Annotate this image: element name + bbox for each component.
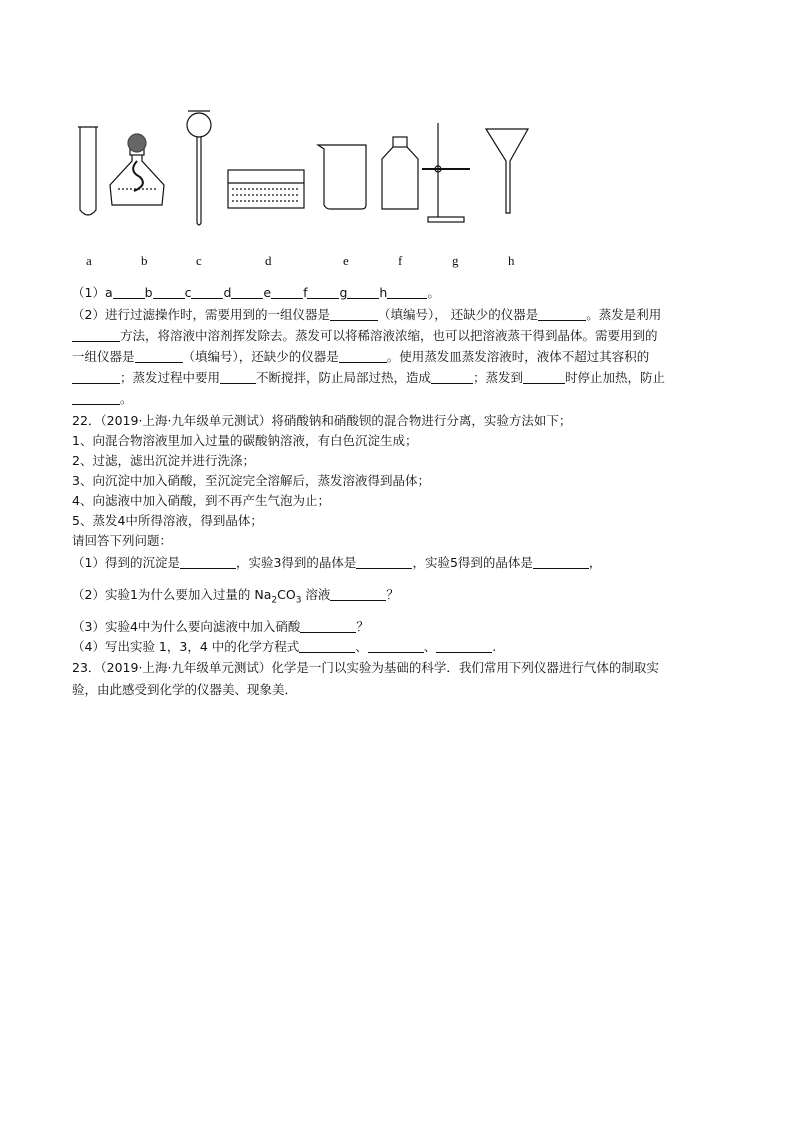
label-b: b	[141, 253, 148, 268]
letter-h: h	[379, 285, 388, 300]
q21-part1	[72, 283, 440, 301]
q22-step: 5、蒸发4中所得溶液，得到晶体；	[72, 513, 263, 528]
q22-text: 、	[423, 639, 437, 654]
letter-d: d	[223, 285, 232, 300]
apparatus-drawing	[70, 105, 540, 230]
label-h: h	[508, 253, 515, 268]
iron-stand-icon	[422, 123, 470, 222]
q21-part2-line1	[72, 305, 661, 323]
q22-title: 22．（2019·上海·九年级单元测试）将硝酸钠和硝酸钡的混合物进行分离，实验方法如下；	[72, 413, 572, 428]
q22-text: 、	[355, 639, 368, 654]
q21-text: 一组仪器是	[72, 349, 135, 364]
answer-blank[interactable]	[72, 327, 120, 342]
answer-blank[interactable]	[431, 369, 473, 384]
letter-e: e	[263, 285, 272, 300]
letter-b: b	[144, 285, 153, 300]
funnel-icon	[486, 129, 528, 213]
answer-blank[interactable]	[72, 390, 120, 405]
answer-blank[interactable]	[307, 284, 339, 299]
answer-blank[interactable]	[523, 369, 565, 384]
answer-blank[interactable]	[231, 284, 263, 299]
answer-blank[interactable]	[436, 638, 492, 653]
answer-blank[interactable]	[153, 284, 185, 299]
subscript: 3	[295, 595, 302, 606]
answer-blank[interactable]	[330, 586, 386, 601]
q22-step: 3、向沉淀中加入硝酸，至沉淀完全溶解后，蒸发溶液得到晶体；	[72, 473, 430, 488]
q22-text: （4）写出实验 1，3，4 中的化学方程式	[72, 639, 300, 654]
q22-text: ，实验5得到的晶体是	[412, 555, 533, 570]
q22-text: 溶液	[301, 587, 331, 602]
apparatus-figure	[70, 105, 540, 230]
q21-text: （2）进行过滤操作时，需要用到的一组仪器是	[72, 307, 330, 322]
answer-blank[interactable]	[300, 618, 356, 633]
q22-step: 2、过滤，滤出沉淀并进行洗涤；	[72, 453, 255, 468]
q21-text: 时停止加热，防止	[565, 370, 666, 385]
q21-part2-line3	[72, 347, 649, 365]
q22-step: 1、向混合物溶液里加入过量的碳酸钠溶液，有白色沉淀生成；	[72, 433, 418, 448]
label-g: g	[452, 253, 459, 268]
answer-blank[interactable]	[299, 638, 355, 653]
answer-blank[interactable]	[271, 284, 303, 299]
q21-p1-end: 。	[427, 285, 440, 300]
q21-text: 不断搅拌，防止局部过热，造成	[256, 370, 432, 385]
q22-text: ？	[386, 587, 399, 602]
q21-text: （填编号），还缺少的仪器是	[182, 349, 339, 364]
label-f: f	[398, 253, 403, 268]
q21-part2-line2	[72, 326, 658, 344]
answer-blank[interactable]	[339, 348, 387, 363]
answer-blank[interactable]	[135, 348, 183, 363]
answer-blank[interactable]	[533, 554, 589, 569]
apparatus-labels	[0, 253, 794, 271]
alcohol-lamp-icon	[110, 134, 164, 205]
separatory-funnel-icon	[187, 111, 211, 225]
q22-q1	[72, 553, 601, 571]
q23-line1: 23．（2019·上海·九年级单元测试）化学是一门以实验为基础的科学．我们常用下列仪器进行气体的制取实	[72, 660, 659, 675]
answer-blank[interactable]	[180, 554, 236, 569]
answer-blank[interactable]	[538, 306, 586, 321]
q22-text: CO	[277, 587, 296, 602]
letter-g: g	[339, 285, 348, 300]
q22-text: （3）实验4中为什么要向滤液中加入硝酸	[72, 619, 301, 634]
label-c: c	[196, 253, 202, 268]
q22-q4	[72, 637, 496, 655]
q21-text: 。蒸发是利用	[586, 307, 662, 322]
answer-blank[interactable]	[191, 284, 223, 299]
answer-blank[interactable]	[220, 369, 256, 384]
q22-text: ，	[588, 555, 602, 570]
q21-text: 。	[120, 391, 133, 406]
trough-icon	[228, 170, 304, 208]
test-tube-icon	[78, 127, 98, 215]
q22-prompt: 请回答下列问题：	[72, 533, 173, 548]
q22-text: （1）得到的沉淀是	[72, 555, 180, 570]
q22-text: （2）实验1为什么要加入过量的 Na	[72, 587, 272, 602]
label-e: e	[343, 253, 349, 268]
q21-part2-line4	[72, 368, 665, 386]
q22-text: .	[492, 639, 497, 654]
q21-text: ；蒸发到	[473, 370, 524, 385]
q22-step: 4、向滤液中加入硝酸，到不再产生气泡为止；	[72, 493, 330, 508]
subscript: 2	[271, 595, 278, 606]
label-a: a	[86, 253, 92, 268]
letter-c: c	[184, 285, 192, 300]
answer-blank[interactable]	[347, 284, 379, 299]
q22-text: ，实验3得到的晶体是	[235, 555, 357, 570]
q21-part2-line5	[72, 389, 133, 407]
q21-text: 方法，将溶液中溶剂挥发除去。蒸发可以将稀溶液浓缩，也可以把溶液蒸干得到晶体。需要用到的	[120, 328, 658, 343]
label-d: d	[265, 253, 272, 268]
answer-blank[interactable]	[356, 554, 412, 569]
q21-text: （填编号）， 还缺少的仪器是	[377, 307, 539, 322]
reagent-bottle-icon	[382, 137, 418, 209]
answer-blank[interactable]	[368, 638, 424, 653]
q21-text: ；蒸发过程中要用	[120, 370, 221, 385]
q22-text: ？	[356, 619, 369, 634]
q21-p1-prefix: （1）a	[72, 285, 113, 300]
q21-text: 。使用蒸发皿蒸发溶液时，液体不超过其容积的	[386, 349, 650, 364]
q22-q2	[72, 585, 399, 606]
q22-q3	[72, 617, 369, 635]
answer-blank[interactable]	[330, 306, 378, 321]
answer-blank[interactable]	[113, 284, 145, 299]
answer-blank[interactable]	[72, 369, 120, 384]
q23-line2: 验，由此感受到化学的仪器美、现象美．	[72, 682, 298, 697]
answer-blank[interactable]	[387, 284, 427, 299]
letter-f: f	[303, 285, 308, 300]
beaker-icon	[318, 145, 366, 209]
